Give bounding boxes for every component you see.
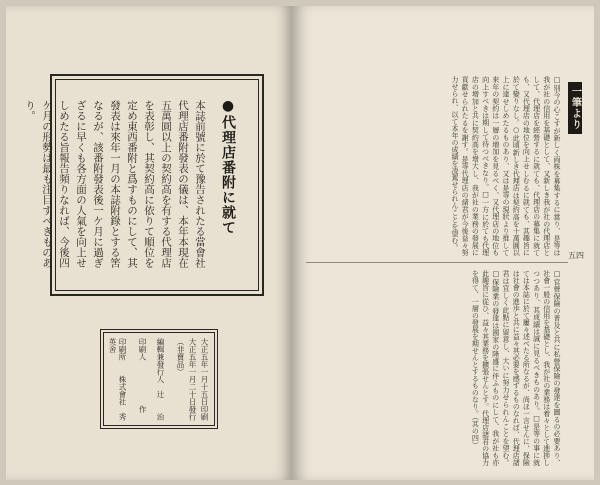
lower-text-block [308,270,562,466]
imprint-editor: 編輯兼發行人 辻 治 [156,338,165,421]
notice-title: ●代理店番附に就て [220,98,236,235]
lower-text: □官營保險の普及と共に私營保險の發達を圖るの必要あり、社會一般の信用を基礎とし、我が社の業務は着々として進捗しつつあり、其成績は誠に見るべきものあり。□是等の事に就ては本誌に於て屢々述べたる所なるが、尚ほ一言せんに、保險は社會の進歩と共に益々其必要を感ずるものなれば、代理店諸君は宜しく此點に留意し、大いに努力せられんことを望む。□保險業の發達は國家の隆盛に伴ふものにして、我が社も亦此趣旨に從ひ、益々其業務を擴張せんとす。代理店諸君の協力を得て、一層の發展を期せんとするものなり。（其の四） [471,270,561,466]
upper-text: □別今の心こすが新しく両株を募集するに當り、是等は我が社の信用を基礎として、又新しき我が社の代理店として、代理店を經營するに就ても、代理店の募集に就ても、又代理店の地位を向上せしむるに就ても、其趣旨に於て變りなし。○此頃新しき代理店は契約高を十萬圓以上に達せしめたるものあり、又は是等の現狀より推して來年の契約は一層の増加を見るべく、又代理店の地位も向上すべきは期して待つべきなり。□一方に於ても代理店の増加と共に契約高を增大し、我が社の業務の發展に貢獻せられたるを謝す。是等代理店の諸君が今後益々努力せられ、以て本年の成績を凌駕せられんことを望む。 [450,76,561,256]
notice-box [24,74,264,296]
imprint-box [100,329,218,429]
imprint-printer: 印刷人 作 [138,338,147,413]
notice-body [24,100,208,278]
left-page [6,6,292,480]
imprint-print-office: 印刷所 株式會社 秀英舍 [108,338,127,421]
right-page [292,6,594,480]
section-divider [306,262,568,263]
section-heading: 一筆より [568,82,582,134]
upper-text-block [308,76,562,256]
imprint-issue-date: 大正五年一月二十日發行 [188,338,197,421]
imprint-print-date: 大正五年一月十五日印刷 [200,338,209,421]
imprint-not-for-sale: （非賣品） [176,338,185,376]
notice-body-text: 本誌前號に於て豫告されたる當會社代理店番附發表の儀は、本年本現在五萬圓以上の契約高を有する代理店を表彰し、其契約高に依りて順位を定め東西番附と爲すものにして、其發表は來年一月の本誌附錄とする筈なるが、該番附發表後一ケ月に過ぎざるに早くも各方面の人氣を向上せしめたる旨報告頻りなれば、今後四ケ月の形勢は最も注目すべきものあり。 [24,100,206,268]
page-number: 五四 [568,251,584,260]
